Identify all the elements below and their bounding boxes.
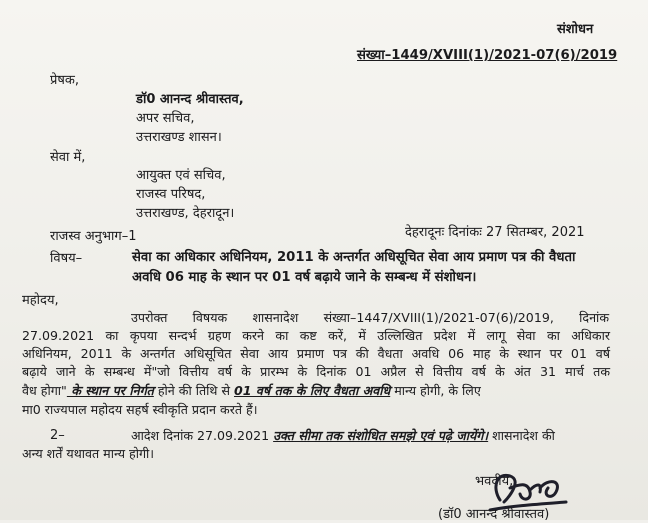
para1-line-2: 27.09.2021 का कृपया सन्दर्भ ग्रहण करने का कष्ट करें, में उल्लिखित प्रदेश में लागू सेवा का अधिकार: [22, 328, 610, 343]
subject-line-2: अवधि 06 माह के स्थान पर 01 वर्ष बढ़ाये जाने के सम्बन्ध में संशोधन।: [132, 270, 477, 285]
para2-text-c: शासनादेश की: [488, 428, 555, 443]
para1-line-5-end: मान्य होगी, के लिए: [390, 383, 481, 398]
para1-line-4: बढ़ाये जाने के सम्बन्ध में"जो वित्तीय वर्ष के प्रारम्भ के दिनांक 01 अप्रैल से वित्तीय वर्ष के अंत 31 मार्च तक: [22, 364, 610, 379]
para1-line-5: [22, 383, 481, 399]
document-title: संशोधन: [557, 22, 594, 37]
para1-line-1-text: उपरोक्त विषयक शासनादेश संख्या–1447/XVIII(1)/2021-07(6)/2019, दिनांक: [131, 310, 609, 325]
recipient-label: सेवा में,: [50, 150, 86, 165]
para1-line-6: मा0 राज्यपाल महोदय सहर्ष स्वीकृति प्रदान करते हैं।: [22, 402, 258, 417]
recipient-name: आयुक्त एवं सचिव,: [136, 168, 226, 183]
salutation: महोदय,: [22, 293, 59, 308]
para1-line-3: अधिनियम, 2011 के अन्तर्गत अधिसूचित सेवा आय प्रमाण पत्र की वैधता अवधि 06 माह के स्थान पर 01 वर्ष: [22, 346, 610, 361]
para1-emphasis-1: के स्थान पर निर्गत: [66, 383, 154, 398]
sender-label: प्रेषक,: [50, 73, 80, 88]
para1-line-5-mid: होने की तिथि से: [153, 383, 234, 398]
sender-designation: अपर सचिव,: [136, 111, 195, 126]
para1-emphasis-2: 01 वर्ष तक के लिए वैधता अवधि: [234, 383, 391, 398]
para2-line-2: अन्य शर्तें यथावत मान्य होगी।: [22, 446, 155, 461]
para2-emphasis: उक्त सीमा तक संशोधित समझे एवं पढ़े जायेंगे।: [273, 428, 489, 443]
sender-office: उत्तराखण्ड शासन।: [136, 130, 222, 145]
subject-label: विषय–: [50, 251, 83, 266]
recipient-office: राजस्व परिषद,: [136, 187, 206, 202]
section-name: राजस्व अनुभाग–1: [50, 229, 137, 244]
recipient-place: उत्तराखण्ड, देहरादून।: [136, 206, 235, 221]
para2-number: 2–: [50, 428, 65, 443]
para2-line-1: [131, 428, 555, 444]
signatory-name: (डॉ0 आनन्द श्रीवास्तव): [438, 507, 550, 522]
para1-quote-end: वैध होगा": [22, 383, 67, 398]
sender-name: डॉ0 आनन्द श्रीवास्तव,: [136, 92, 244, 107]
reference-number: संख्या–1449/XVIII(1)/2021-07(6)/2019: [357, 48, 618, 63]
para1-line-1: [131, 310, 609, 326]
closing-label: भवदीय,: [475, 474, 514, 489]
subject-line-1: सेवा का अधिकार अधिनियम, 2011 के अन्तर्गत अधिसूचित सेवा आय प्रमाण पत्र की वैधता: [132, 250, 576, 265]
letter-date: देहरादूनः दिनांकः 27 सितम्बर, 2021: [405, 225, 585, 240]
para2-text-a: आदेश दिनांक 27.09.2021: [131, 428, 274, 443]
